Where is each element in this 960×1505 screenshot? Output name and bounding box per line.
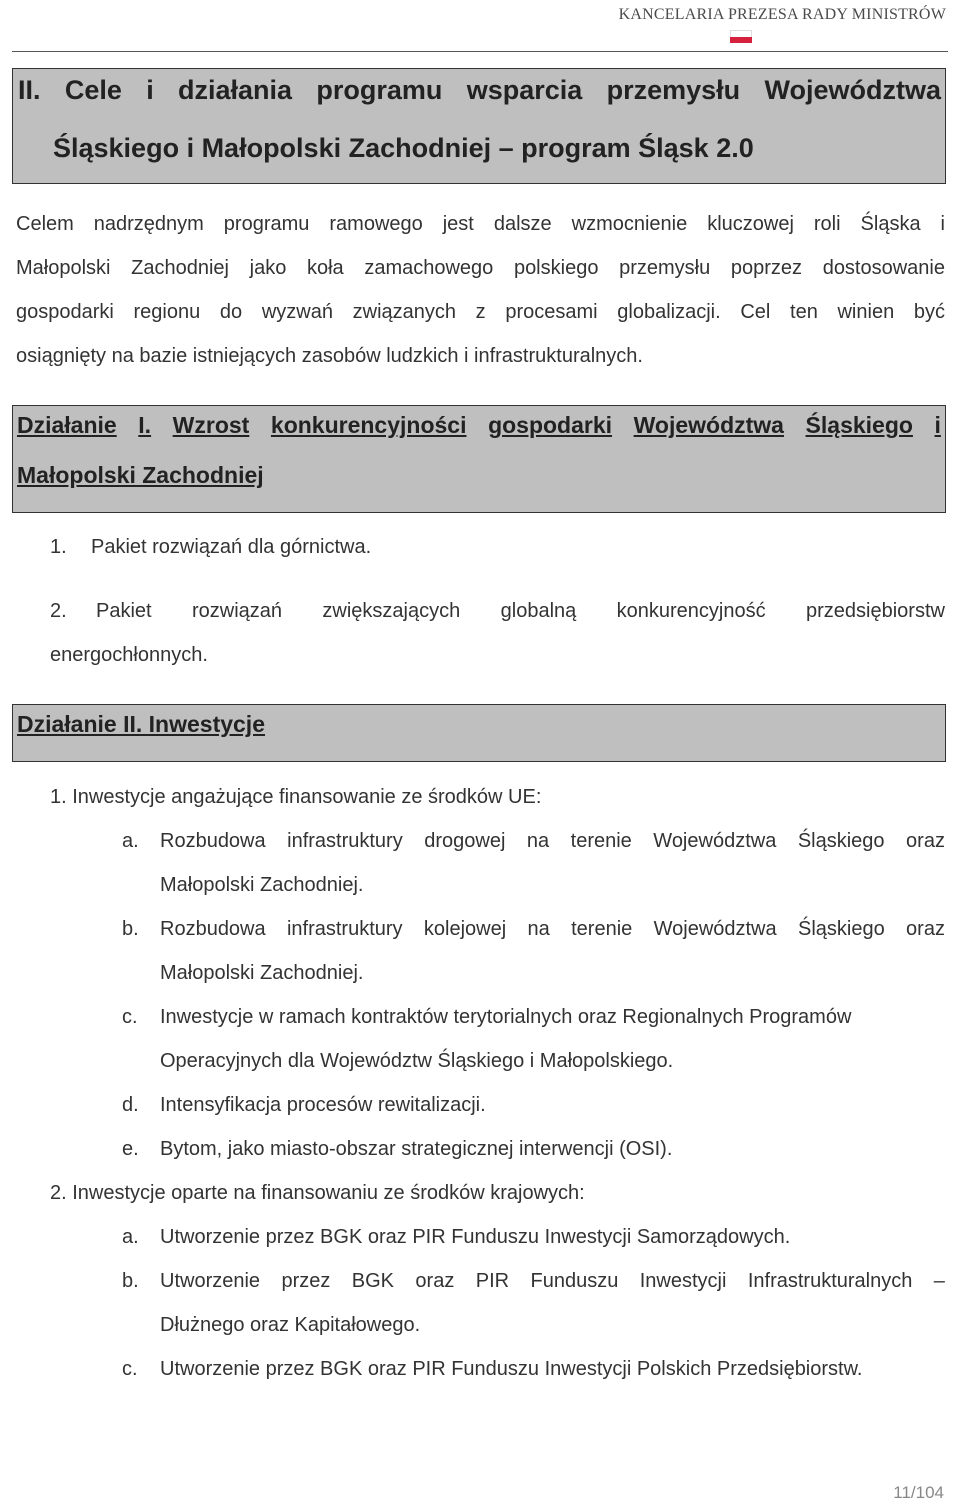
- list-item-letter: b.: [122, 1270, 139, 1292]
- list-item: Utworzenie przez BGK oraz PIR Funduszu Inwestycji Samorządowych.: [160, 1226, 791, 1248]
- action1-heading-line1: Działanie I. Wzrost konkurencyjności gospodarki Województwa Śląskiego i: [17, 412, 941, 438]
- list-item-continuation: Małopolski Zachodniej.: [160, 874, 364, 896]
- list-item-continuation: energochłonnych.: [50, 644, 208, 666]
- polish-flag-icon: [730, 30, 752, 42]
- list-item: Rozbudowa infrastruktury drogowej na terenie Województwa Śląskiego oraz: [160, 830, 945, 852]
- list-item-letter: d.: [122, 1094, 139, 1116]
- action2-heading: Działanie II. Inwestycje: [12, 704, 946, 762]
- list-item: Inwestycje w ramach kontraktów terytorialnych oraz Regionalnych Programów: [160, 1006, 852, 1028]
- list-item-letter: a.: [122, 830, 139, 852]
- list-item-letter: a.: [122, 1226, 139, 1248]
- list-item: Intensyfikacja procesów rewitalizacji.: [160, 1094, 486, 1116]
- list-item-continuation: Operacyjnych dla Województw Śląskiego i Małopolskiego.: [160, 1050, 674, 1072]
- header-divider: [12, 51, 948, 52]
- list-item-continuation: Dłużnego oraz Kapitałowego.: [160, 1314, 421, 1336]
- list-item-number: 1.: [50, 536, 67, 558]
- section-heading-line2: Śląskiego i Małopolski Zachodniej – program Śląsk 2.0: [53, 133, 754, 163]
- list-item-number: 2.: [50, 600, 67, 622]
- list-item-letter: c.: [122, 1006, 138, 1028]
- list-item-continuation: Małopolski Zachodniej.: [160, 962, 364, 984]
- list-item: Utworzenie przez BGK oraz PIR Funduszu Inwestycji Polskich Przedsiębiorstw.: [160, 1358, 863, 1380]
- list-item: Utworzenie przez BGK oraz PIR Funduszu Inwestycji Infrastrukturalnych –: [160, 1270, 945, 1292]
- list-item-letter: e.: [122, 1138, 139, 1160]
- group2-title: 2. Inwestycje oparte na finansowaniu ze środków krajowych:: [50, 1182, 585, 1204]
- list-item-letter: b.: [122, 918, 139, 940]
- section-heading-line1: II. Cele i działania programu wsparcia przemysłu Województwa: [18, 75, 941, 105]
- list-item: Bytom, jako miasto-obszar strategicznej interwencji (OSI).: [160, 1138, 673, 1160]
- action1-heading-line2: Małopolski Zachodniej: [17, 462, 264, 488]
- header-logo: [618, 0, 946, 46]
- action1-heading: [12, 405, 946, 513]
- list-item: Rozbudowa infrastruktury kolejowej na terenie Województwa Śląskiego oraz: [160, 918, 945, 940]
- org-name: KANCELARIA PREZESA RADY MINISTRÓW: [618, 6, 946, 23]
- page-number: 11/104: [893, 1483, 944, 1502]
- group1-title: 1. Inwestycje angażujące finansowanie ze środków UE:: [50, 786, 542, 808]
- intro-paragraph: Celem nadrzędnym programu ramowego jest dalsze wzmocnienie kluczowej roli Śląska i Małopolski Zachodniej jako koła zamachowego polskiego przemysłu poprzez dostosowanie gospodarki regionu do wyzwań związanych z procesami globalizacji. Cel ten winien być osiągnięty na bazie istniejących zasobów ludzkich i infrastrukturalnych.: [16, 213, 945, 367]
- list-item-letter: c.: [122, 1358, 138, 1380]
- list-item: Pakiet rozwiązań dla górnictwa.: [91, 536, 372, 558]
- list-item: Pakiet rozwiązań zwiększających globalną konkurencyjność przedsiębiorstw: [96, 600, 945, 622]
- section-heading: [12, 68, 946, 184]
